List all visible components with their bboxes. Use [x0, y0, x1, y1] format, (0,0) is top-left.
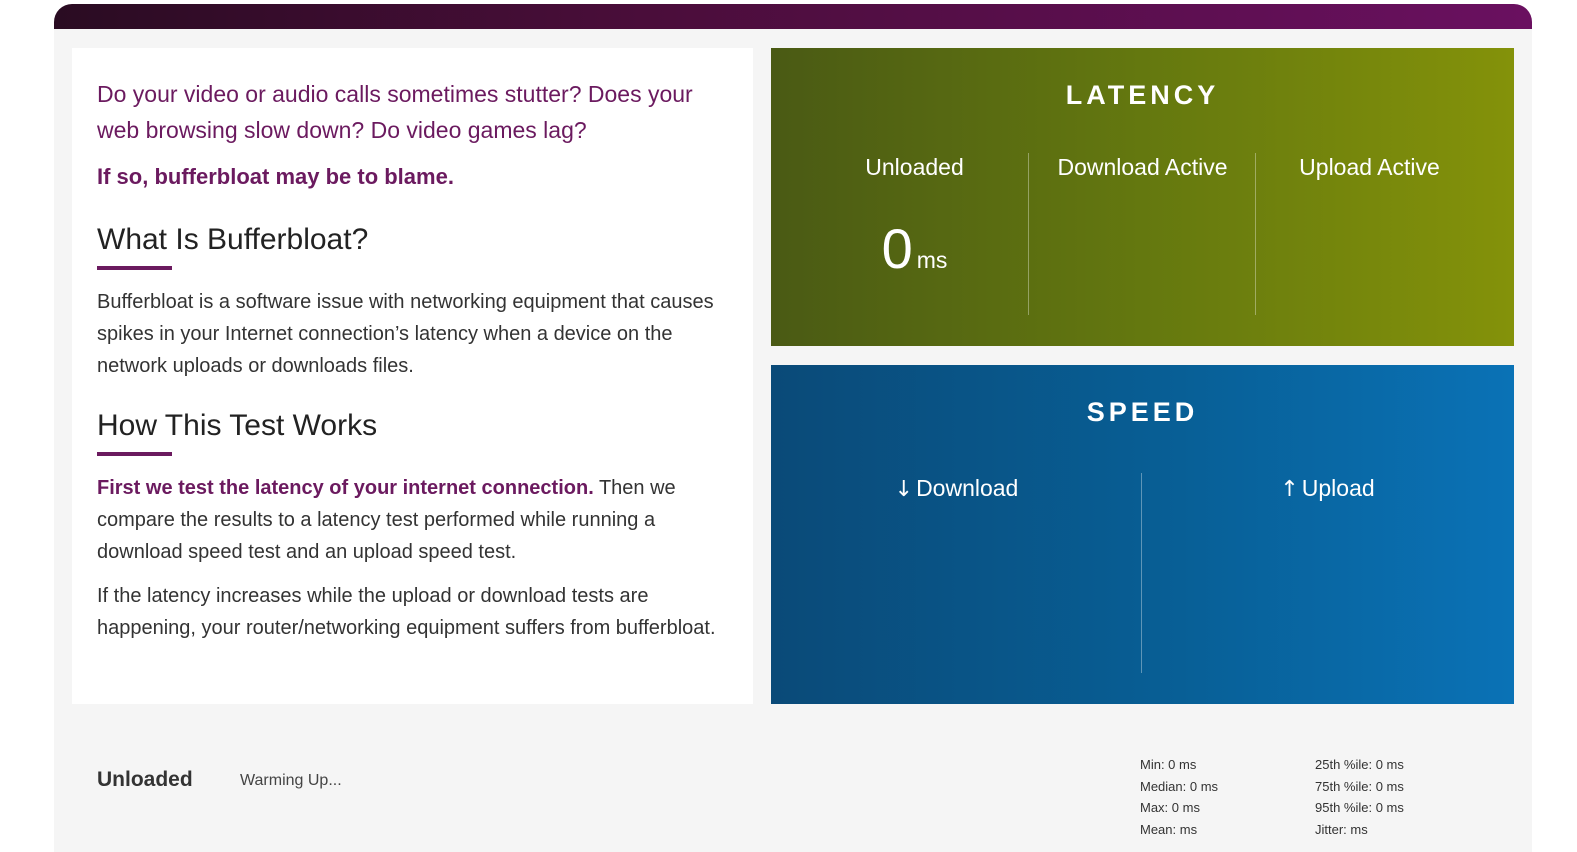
stat-jitter: Jitter: ms: [1315, 821, 1368, 837]
info-panel: [72, 48, 753, 704]
speed-title: SPEED: [1086, 397, 1199, 427]
how-works-body-1-rest: Then we compare the results to a latency test performed while running a download speed test and an upload speed test.: [97, 477, 676, 563]
how-works-underline: [97, 452, 172, 456]
what-is-title: What Is Bufferbloat?: [97, 223, 369, 256]
speed-col-download: [771, 473, 1142, 673]
latency-col-unloaded: [801, 153, 1028, 315]
latency-unloaded-value: 0: [881, 217, 913, 280]
speed-col-upload: [1141, 473, 1513, 673]
arrow-down-icon: ↓: [894, 477, 914, 502]
latency-upload-active-label: Upload Active: [1299, 154, 1440, 180]
speed-download-label-row: [771, 473, 1142, 505]
stat-25th-percentile: 25th %ile: 0 ms: [1315, 757, 1404, 772]
stat-mean: Mean: ms: [1140, 821, 1198, 837]
latency-unloaded-unit: ms: [916, 247, 948, 273]
speed-download-label: Download: [916, 475, 1019, 501]
top-header-bar: [54, 4, 1532, 29]
what-is-body: Bufferbloat is a software issue with networking equipment that causes spikes in your Internet connection’s latency when a device on the network uploads or downloads files.: [97, 291, 714, 377]
stat-95th-percentile: 95th %ile: 0 ms: [1315, 800, 1404, 815]
what-is-underline: [97, 266, 172, 270]
how-works-strong: First we test the latency of your internet connection.: [97, 477, 594, 499]
stat-median: Median: 0 ms: [1140, 778, 1219, 794]
status-phase-label: Unloaded: [97, 768, 193, 791]
stats-left-column: [1140, 754, 1218, 840]
intro-question: Do your video or audio calls sometimes stutter? Does your web browsing slow down? Do video games lag?: [97, 81, 693, 143]
how-works-body-1: [97, 472, 728, 568]
status-phase-text: Warming Up...: [240, 772, 342, 789]
latency-unloaded-label: Unloaded: [865, 154, 964, 180]
stat-75th-percentile: 75th %ile: 0 ms: [1315, 778, 1404, 794]
stat-max: Max: 0 ms: [1140, 800, 1200, 815]
latency-col-download-active: [1028, 153, 1256, 315]
latency-title: LATENCY: [1065, 80, 1220, 110]
arrow-up-icon: ↑: [1280, 477, 1299, 502]
latency-upload-active-value-row: [1256, 219, 1483, 290]
latency-card: [771, 48, 1514, 346]
speed-card: [771, 365, 1514, 704]
speed-upload-label-row: [1142, 473, 1513, 505]
latency-unloaded-value-row: [801, 219, 1028, 290]
latency-col-upload-active: [1255, 153, 1483, 315]
how-works-body-2: If the latency increases while the upload or download tests are happening, your router/networking equipment suffers from bufferbloat.: [97, 585, 716, 639]
speed-upload-label: Upload: [1301, 475, 1375, 501]
latency-download-active-value-row: [1029, 219, 1256, 290]
latency-download-active-label: Download Active: [1057, 154, 1228, 180]
stat-min: Min: 0 ms: [1140, 757, 1197, 772]
intro-blame: If so, bufferbloat may be to blame.: [97, 164, 454, 189]
stats-right-column: [1315, 754, 1404, 840]
how-works-title: How This Test Works: [97, 409, 378, 442]
